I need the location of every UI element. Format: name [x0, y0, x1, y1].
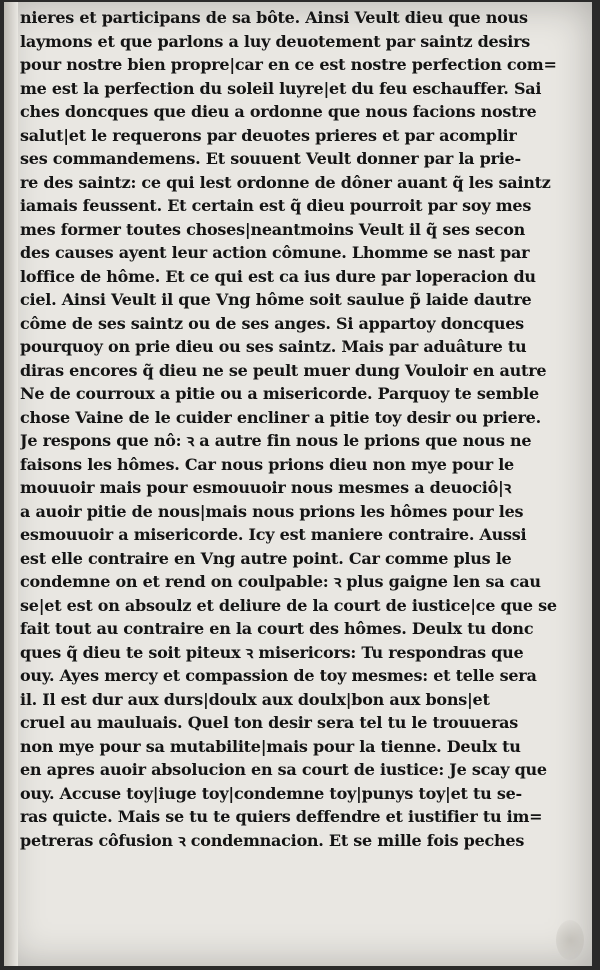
text-line: Ne de courroux a pitie ou a misericorde. Parquoy te semble [20, 384, 539, 403]
text-line: non mye pour sa mutabilite|mais pour la tienne. Deulx tu [20, 736, 521, 756]
text-line: salut|et le requerons par deuotes prieres et par acomplir [20, 125, 517, 145]
text-line: ras quicte. Mais se tu te quiers deffendre et iustifier tu im= [20, 807, 543, 826]
text-body [20, 6, 560, 852]
text-line: petreras côfusion ꝛ condemnacion. Et se mille fois peches [20, 830, 525, 850]
text-line: côme de ses saintz ou de ses anges. Si appartoy doncques [20, 313, 524, 333]
text-line: pourquoy on prie dieu ou ses saintz. Mais par aduâture tu [20, 337, 527, 356]
text-line: ouy. Accuse toy|iuge toy|condemne toy|punys toy|et tu se- [20, 783, 522, 803]
text-line: condemne on et rend on coulpable: ꝛ plus gaigne len sa cau [20, 572, 541, 591]
text-line: Je respons que nô: ꝛ a autre fin nous le prions que nous ne [20, 431, 532, 450]
text-line: mouuoir mais pour esmouuoir nous mesmes a deuociô|ꝛ [20, 478, 511, 497]
text-line: ouy. Ayes mercy et compassion de toy mesmes: et telle sera [20, 666, 537, 685]
text-line: esmouuoir a misericorde. Icy est maniere contraire. Aussi [20, 525, 527, 544]
text-line: pour nostre bien propre|car en ce est nostre perfection com= [20, 55, 557, 74]
text-line: est elle contraire en Vng autre point. Car comme plus le [20, 548, 512, 568]
text-line: il. Il est dur aux durs|doulx aux doulx|bon aux bons|et [20, 689, 490, 709]
text-line: re des saintz: ce qui lest ordonne de dôner auant q̃ les saintz [20, 172, 551, 192]
text-line: a auoir pitie de nous|mais nous prions les hômes pour les [20, 501, 524, 521]
text-line: ses commandemens. Et souuent Veult donner par la prie- [20, 149, 521, 168]
text-line: ques q̃ dieu te soit piteux ꝛ misericors: Tu respondras que [20, 642, 524, 662]
text-line: se|et est on absoulz et deliure de la court de iustice|ce que se [20, 595, 557, 615]
text-line: diras encores q̃ dieu ne se peult muer dung Vouloir en autre [20, 360, 547, 380]
text-line: laymons et que parlons a luy deuotement par saintz desirs [20, 31, 530, 51]
text-line: mes former toutes choses|neantmoins Veult il q̃ ses secon [20, 219, 526, 239]
text-line: me est la perfection du soleil luyre|et du feu eschauffer. Sai [20, 78, 542, 98]
text-line: iamais feussent. Et certain est q̃ dieu pourroit par soy mes [20, 196, 532, 215]
text-line: fait tout au contraire en la court des hômes. Deulx tu donc [20, 619, 534, 638]
paper-stain [556, 920, 584, 960]
page-gutter-shadow [4, 2, 18, 966]
text-line: des causes ayent leur action cômune. Lhomme se nast par [20, 243, 530, 262]
text-line: cruel au mauluais. Quel ton desir sera tel tu le trouueras [20, 713, 518, 732]
text-line: ciel. Ainsi Veult il que Vng hôme soit saulue p̃ laide dautre [20, 290, 532, 309]
text-line: chose Vaine de le cuider encliner a pitie toy desir ou priere. [20, 407, 541, 427]
text-line: nieres et participans de sa bôte. Ainsi Veult dieu que nous [20, 8, 528, 27]
text-line: faisons les hômes. Car nous prions dieu non mye pour le [20, 454, 514, 474]
text-line: ches doncques que dieu a ordonne que nous facions nostre [20, 102, 537, 121]
document-page [4, 2, 592, 966]
text-line: loffice de hôme. Et ce qui est ca ius dure par loperacion du [20, 266, 536, 286]
text-line: en apres auoir absolucion en sa court de iustice: Je scay que [20, 760, 547, 779]
